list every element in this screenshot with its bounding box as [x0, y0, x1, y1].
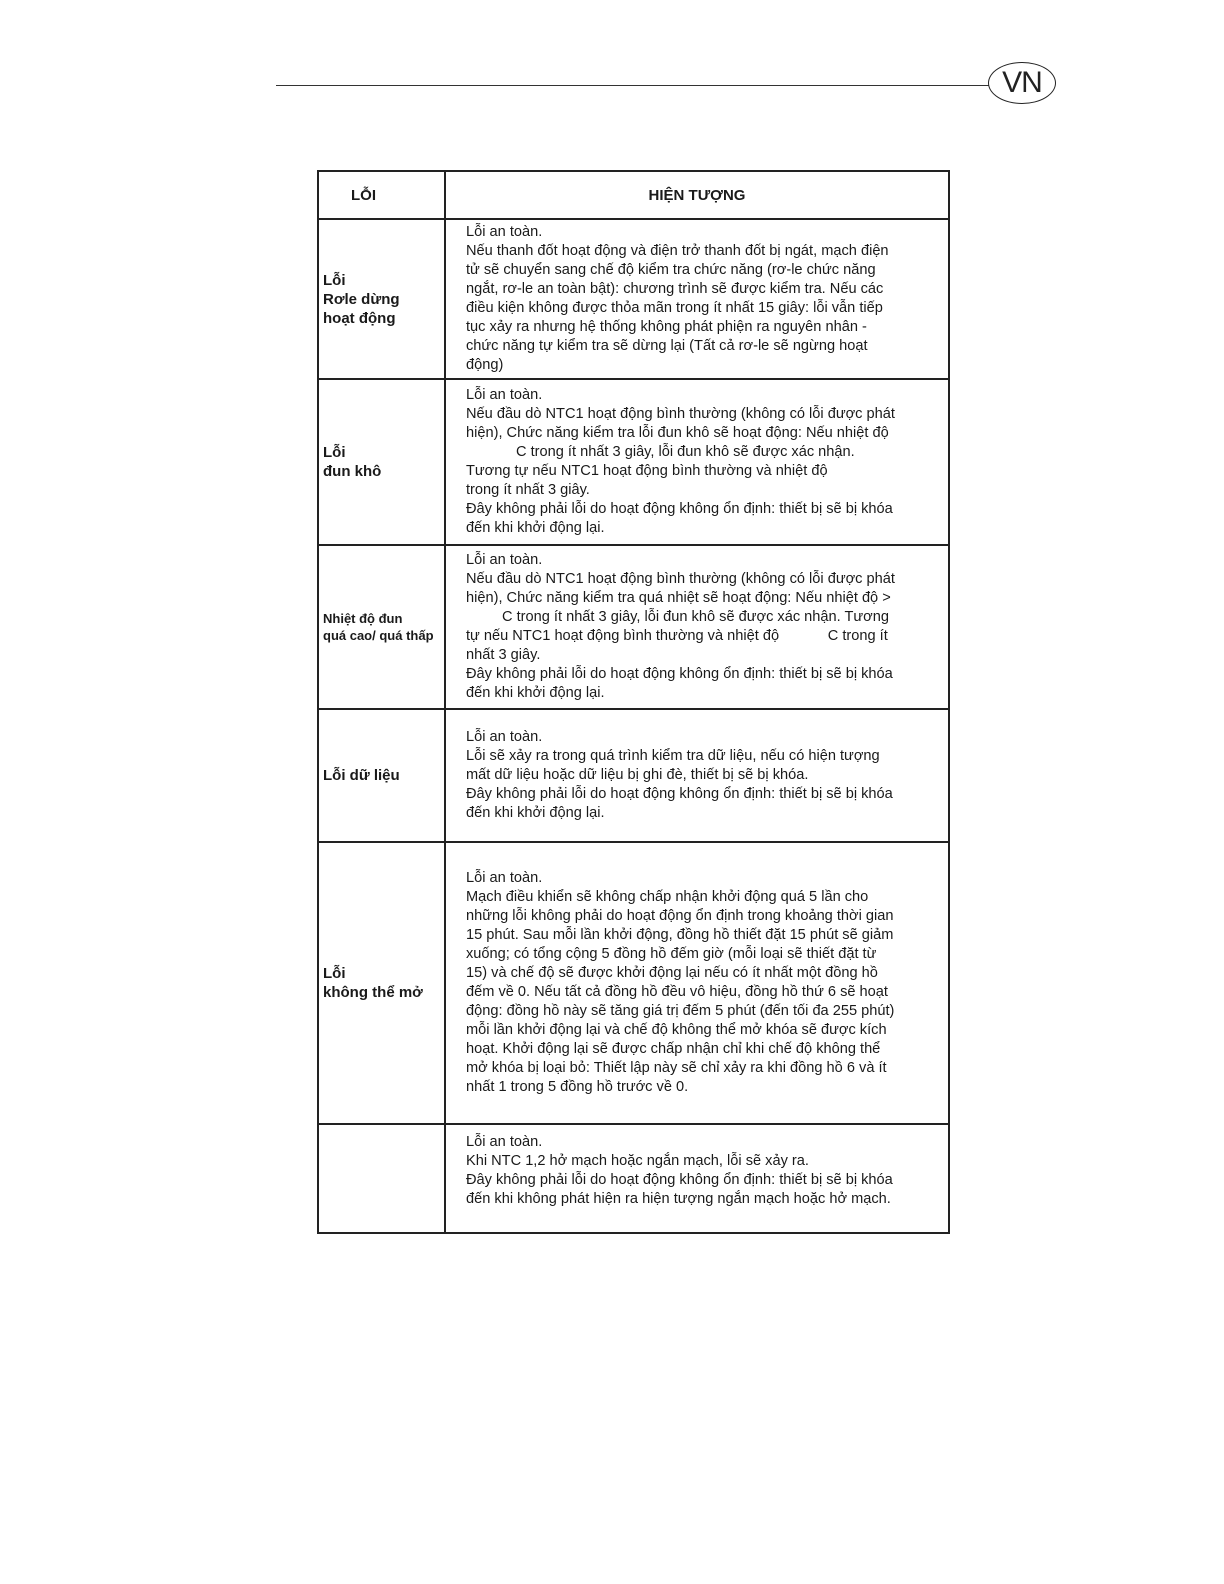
- symptom-line: tục xảy ra nhưng hệ thống không phát phiện ra nguyên nhân -: [466, 319, 867, 335]
- symptom-dry-boil: [445, 379, 949, 545]
- symptom-line: Lỗi an toàn.: [466, 729, 543, 745]
- symptom-line: đến khi khởi động lại.: [466, 685, 605, 701]
- symptom-line: đếm về 0. Nếu tất cả đồng hồ đều vô hiệu, đồng hồ thứ 6 sẽ hoạt: [466, 984, 888, 1000]
- error-name-line: quá cao/ quá thấp: [323, 628, 434, 643]
- table-row: [318, 842, 949, 1124]
- language-badge: VN: [988, 62, 1056, 104]
- error-name-line: không thể mở: [323, 984, 423, 1001]
- symptom-line: động: đồng hồ này sẽ tăng giá trị đếm 5 phút (đến tối đa 255 phút): [466, 1003, 895, 1019]
- symptom-line: ngắt, rơ-le an toàn bật): chương trình sẽ được kiểm tra. Nếu các: [466, 281, 884, 297]
- symptom-line: Mạch điều khiển sẽ không chấp nhận khởi động quá 5 lần cho: [466, 889, 869, 905]
- symptom-line: hoạt. Khởi động lại sẽ được chấp nhận chỉ khi chế độ không thể: [466, 1041, 881, 1057]
- symptom-line: mở khóa bị loại bỏ: Thiết lập này sẽ chỉ xảy ra khi đồng hồ 6 và ít: [466, 1060, 887, 1076]
- symptom-line: Nếu thanh đốt hoạt động và điện trở thanh đốt bị ngát, mạch điện: [466, 243, 889, 259]
- symptom-line: C trong ít nhất 3 giây, lỗi đun khô sẽ được xác nhận.: [516, 444, 855, 460]
- error-name-temperature: [318, 545, 445, 709]
- symptom-line: Lỗi an toàn.: [466, 1134, 543, 1150]
- symptom-line: Lỗi an toàn.: [466, 870, 543, 886]
- error-name-relay: [318, 219, 445, 379]
- symptom-line: xuống; có tổng cộng 5 đồng hồ đếm giờ (mỗi loại sẽ thiết đặt từ: [466, 946, 877, 962]
- column-header-symptom: HIỆN TƯỢNG: [445, 171, 949, 219]
- symptom-line: Lỗi sẽ xảy ra trong quá trình kiểm tra dữ liệu, nếu có hiện tượng: [466, 748, 880, 764]
- error-name-data: [318, 709, 445, 842]
- symptom-relay: [445, 219, 949, 379]
- table-row: [318, 1124, 949, 1233]
- symptom-line: những lỗi không phải do hoạt động ổn định trong khoảng thời gian: [466, 908, 894, 924]
- symptom-line: Lỗi an toàn.: [466, 387, 543, 403]
- symptom-line: Đây không phải lỗi do hoạt động không ổn định: thiết bị sẽ bị khóa: [466, 666, 893, 682]
- error-name-line: đun khô: [323, 463, 382, 480]
- symptom-line: hiện), Chức năng kiểm tra lỗi đun khô sẽ hoạt động: Nếu nhiệt độ: [466, 425, 889, 441]
- symptom-line: 15 phút. Sau mỗi lần khởi động, đồng hồ thiết đặt 15 phút sẽ giảm: [466, 927, 894, 943]
- symptom-line: nhất 1 trong 5 đồng hồ trước về 0.: [466, 1079, 689, 1095]
- symptom-line: Lỗi an toàn.: [466, 224, 543, 240]
- table-header-row: [318, 171, 949, 219]
- symptom-line: hiện), Chức năng kiểm tra quá nhiệt sẽ hoạt động: Nếu nhiệt độ >: [466, 590, 891, 606]
- symptom-line: Nếu đầu dò NTC1 hoạt động bình thường (không có lỗi được phát: [466, 571, 895, 587]
- symptom-line: nhất 3 giây.: [466, 647, 541, 663]
- table-row: [318, 709, 949, 842]
- error-name-line: Lỗi: [323, 965, 346, 982]
- error-name-line: Lỗi dữ liệu: [323, 767, 400, 784]
- symptom-line: C trong ít nhất 3 giây, lỗi đun khô sẽ được xác nhận. Tương: [502, 609, 889, 625]
- header-rule: [276, 85, 992, 86]
- table-row: [318, 379, 949, 545]
- error-name-line: Lỗi: [323, 271, 346, 289]
- symptom-line: động): [466, 357, 504, 373]
- symptom-line: tự nếu NTC1 hoạt động bình thường và nhiệt độ C trong ít: [466, 628, 888, 644]
- error-name-dry-boil: [318, 379, 445, 545]
- symptom-sensor: [445, 1124, 949, 1233]
- symptom-line: Đây không phải lỗi do hoạt động không ổn định: thiết bị sẽ bị khóa: [466, 501, 893, 517]
- symptom-line: trong ít nhất 3 giây.: [466, 482, 590, 498]
- symptom-line: Tương tự nếu NTC1 hoạt động bình thường và nhiệt độ: [466, 463, 828, 479]
- error-name-cannot-open: [318, 842, 445, 1124]
- symptom-line: 15) và chế độ sẽ được khởi động lại nếu có ít nhất một đồng hồ: [466, 965, 878, 981]
- symptom-line: đến khi khởi động lại.: [466, 520, 605, 536]
- error-name-line: hoạt động: [323, 309, 396, 327]
- error-name-line: Nhiệt độ đun: [323, 611, 403, 626]
- symptom-data: [445, 709, 949, 842]
- symptom-line: Đây không phải lỗi do hoạt động không ổn định: thiết bị sẽ bị khóa: [466, 786, 893, 802]
- symptom-temperature: [445, 545, 949, 709]
- symptom-line: Khi NTC 1,2 hở mạch hoặc ngắn mạch, lỗi sẽ xảy ra.: [466, 1153, 809, 1169]
- symptom-cannot-open: [445, 842, 949, 1124]
- symptom-line: đến khi khởi động lại.: [466, 805, 605, 821]
- error-table: [317, 170, 950, 1234]
- symptom-line: Lỗi an toàn.: [466, 552, 543, 568]
- symptom-line: tử sẽ chuyển sang chế độ kiểm tra chức năng (rơ-le chức năng: [466, 262, 876, 278]
- symptom-line: điều kiện không được thỏa mãn trong ít nhất 15 giây: lỗi vẫn tiếp: [466, 300, 883, 316]
- symptom-line: Nếu đầu dò NTC1 hoạt động bình thường (không có lỗi được phát: [466, 406, 895, 422]
- symptom-line: mỗi lần khởi động lại và chế độ không thể mở khóa sẽ được kích: [466, 1022, 887, 1038]
- symptom-line: Đây không phải lỗi do hoạt động không ổn định: thiết bị sẽ bị khóa: [466, 1172, 893, 1188]
- symptom-line: mất dữ liệu hoặc dữ liệu bị ghi đè, thiết bị sẽ bị khóa.: [466, 767, 809, 783]
- column-header-error: LỖI: [318, 171, 445, 219]
- table-row: [318, 545, 949, 709]
- error-name-line: Lỗi: [323, 444, 346, 461]
- symptom-line: chức năng tự kiểm tra sẽ dừng lại (Tất cả rơ-le sẽ ngừng hoạt: [466, 338, 868, 354]
- error-name-line: Rơle dừng: [323, 290, 400, 308]
- symptom-line: đến khi không phát hiện ra hiện tượng ngắn mạch hoặc hở mạch.: [466, 1191, 891, 1207]
- error-name-sensor: [318, 1124, 445, 1233]
- table-row: [318, 219, 949, 379]
